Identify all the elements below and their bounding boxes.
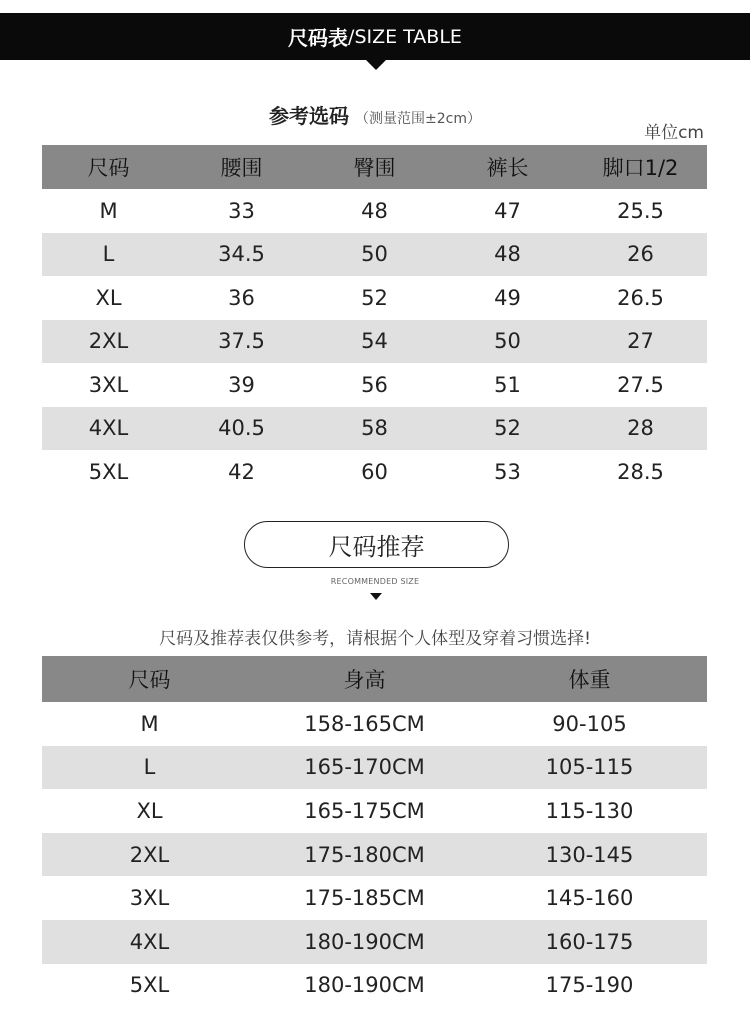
size-table-banner [0,13,750,60]
table-cell: 54 [308,320,441,364]
table-row [42,233,707,277]
table-cell: 48 [441,233,574,277]
reference-note: （测量范围±2cm） [355,111,481,127]
table-cell: 105-115 [472,746,707,790]
table-cell: M [99,198,118,223]
table-cell: 52 [361,285,388,310]
table-cell: 34.5 [175,233,308,277]
table-cell: 53 [494,459,521,484]
recommend-subtitle: RECOMMENDED SIZE [330,577,420,586]
table-cell: 165-170CM [257,746,472,790]
table-cell: 56 [361,372,388,397]
size-table-header [42,145,707,189]
table-cell: XL [95,285,122,310]
table-cell: 58 [308,407,441,451]
table-cell: 50 [441,320,574,364]
table-cell: 51 [494,372,521,397]
header-cell: 脚口1/2 [574,145,707,189]
header-cell: 腰围 [175,145,308,189]
header-cell: 身高 [257,656,472,702]
header-cell: 尺码 [42,145,175,189]
table-row [42,189,707,233]
unit-label: 单位cm [644,123,704,143]
table-cell: 165-175CM [304,798,425,823]
table-cell: 33 [228,198,255,223]
table-row [42,833,707,877]
table-cell: 26.5 [617,285,664,310]
table-cell: 2XL [42,320,175,364]
table-cell: 160-175 [472,920,707,964]
table-cell: 60 [361,459,388,484]
size-table [42,145,707,494]
reference-title-main: 参考选码 [269,104,349,128]
table-cell: L [42,746,257,790]
table-row [42,320,707,364]
table-row [42,876,707,920]
table-cell: 180-190CM [304,973,425,998]
table-cell: 37.5 [175,320,308,364]
table-cell: 47 [494,198,521,223]
banner-title-zh: 尺码表 [288,26,349,50]
table-cell: XL [136,798,163,823]
table-cell: 145-160 [545,886,634,911]
table-cell: 175-180CM [257,833,472,877]
table-cell: 4XL [42,920,257,964]
table-cell: 28 [574,407,707,451]
table-cell: 36 [228,285,255,310]
table-row [42,276,707,320]
table-row [42,702,707,746]
header-cell: 裤长 [441,145,574,189]
table-cell: 40.5 [175,407,308,451]
table-row [42,363,707,407]
table-cell: 175-185CM [304,886,425,911]
table-row [42,789,707,833]
banner-title-en: /SIZE TABLE [348,25,462,48]
table-cell: 90-105 [552,711,627,736]
recommend-table [42,656,707,1007]
reference-title [0,100,750,129]
banner-notch [365,59,387,70]
table-cell: M [140,711,159,736]
table-cell: 39 [228,372,255,397]
table-cell: 49 [494,285,521,310]
table-row [42,407,707,451]
table-cell: 2XL [42,833,257,877]
table-cell: 27.5 [617,372,664,397]
advice-text: 尺码及推荐表仅供参考，请根据个人体型及穿着习惯选择! [159,629,591,649]
table-cell: 158-165CM [304,711,425,736]
table-cell: 48 [361,198,388,223]
table-cell: 130-145 [472,833,707,877]
table-cell: 180-190CM [257,920,472,964]
recommend-table-header [42,656,707,702]
table-cell: 5XL [129,973,170,998]
table-row [42,450,707,494]
table-cell: 175-190 [545,973,634,998]
table-cell: 4XL [42,407,175,451]
table-row [42,964,707,1008]
table-cell: 50 [308,233,441,277]
header-cell: 尺码 [42,656,257,702]
table-cell: 52 [441,407,574,451]
table-cell: 25.5 [617,198,664,223]
table-cell: 3XL [129,886,170,911]
table-row [42,920,707,964]
table-cell: 115-130 [545,798,634,823]
table-cell: 42 [228,459,255,484]
recommend-title-pill: 尺码推荐 [244,521,509,568]
table-row [42,746,707,790]
table-cell: 26 [574,233,707,277]
table-cell: 5XL [88,459,129,484]
table-cell: 3XL [88,372,129,397]
header-cell: 体重 [472,656,707,702]
table-cell: 27 [574,320,707,364]
table-cell: 28.5 [617,459,664,484]
down-arrow-icon [370,593,382,600]
table-cell: L [42,233,175,277]
header-cell: 臀围 [308,145,441,189]
